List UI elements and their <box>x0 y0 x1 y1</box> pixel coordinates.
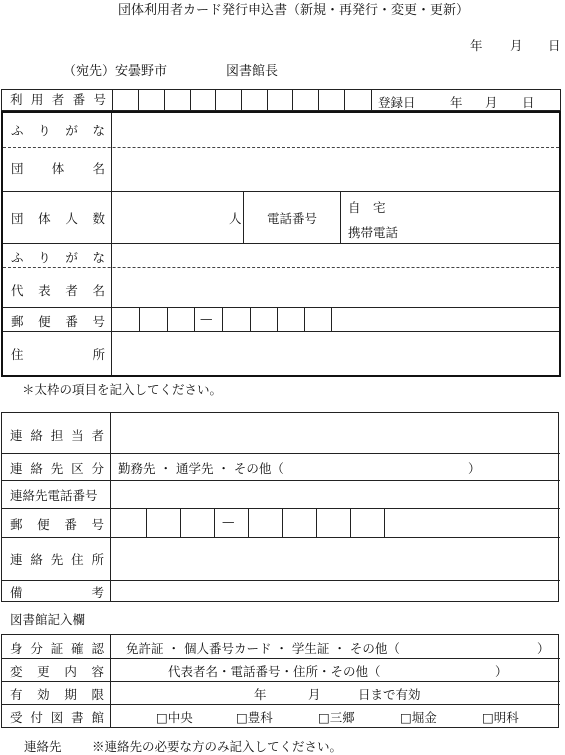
date-day-label: 日 <box>548 38 561 53</box>
main-form-note: ＊太枠の項目を記入してください。 <box>22 382 223 397</box>
valid-day: 日まで有効 <box>358 687 421 702</box>
contact-address-input[interactable] <box>111 538 558 580</box>
furigana-input[interactable] <box>112 113 559 147</box>
furigana-label: ふ り が な <box>11 123 105 138</box>
branch-checkbox-misato[interactable]: □三郷 <box>318 710 355 725</box>
addressee-city: （宛先）安曇野市 <box>63 64 168 79</box>
contact-type-close: ） <box>468 461 481 476</box>
date-year-label: 年 <box>470 38 483 53</box>
valid-year: 年 <box>254 687 267 702</box>
id-check-close: ） <box>537 641 550 656</box>
valid-label: 有 効 期 限 <box>10 687 104 702</box>
phone-input[interactable] <box>413 192 559 243</box>
member-count-input[interactable] <box>112 192 240 243</box>
branch-checkbox-horigane[interactable]: □堀金 <box>400 710 437 725</box>
contact-postal-label: 郵 便 番 号 <box>10 517 104 532</box>
branch-checkbox-chuo[interactable]: □中央 <box>156 710 193 725</box>
registration-month: 月 <box>485 95 498 110</box>
id-check-options[interactable]: 免許証 ・ 個人番号カード ・ 学生証 ・ その他（ <box>126 641 400 656</box>
contact-postal-input[interactable] <box>111 509 386 537</box>
mobile-phone-label: 携帯電話 <box>348 225 399 240</box>
form-title: 団体利用者カード発行申込書（新規・再発行・変更・更新） <box>118 3 470 18</box>
user-number-input[interactable] <box>113 90 372 111</box>
postal-dash: — <box>200 311 213 326</box>
phone-label: 電話番号 <box>267 211 318 226</box>
contact-person-input[interactable] <box>111 413 558 453</box>
main-form <box>1 111 561 377</box>
contact-address-label: 連 絡 先 住 所 <box>10 552 104 567</box>
representative-input[interactable] <box>112 268 559 307</box>
footer-label: 連絡先 <box>24 739 62 754</box>
address-label: 住 所 <box>11 347 105 362</box>
library-form <box>1 634 559 728</box>
home-phone-label: 自 宅 <box>348 200 386 215</box>
user-number-label: 利 用 者 番 号 <box>10 92 106 107</box>
library-section-title: 図書館記入欄 <box>10 612 86 627</box>
contact-phone-input[interactable] <box>111 481 558 508</box>
representative-furigana-input[interactable] <box>112 244 559 267</box>
group-name-label: 団 体 名 <box>11 161 105 176</box>
contact-form <box>1 412 559 602</box>
id-check-label: 身 分 証 確 認 <box>10 641 104 656</box>
change-label: 変 更 内 容 <box>10 664 104 679</box>
remarks-label: 備 考 <box>10 585 104 600</box>
representative-label: 代 表 者 名 <box>11 283 105 298</box>
member-count-label: 団 体 人 数 <box>11 211 105 226</box>
registration-date-cell[interactable] <box>372 90 561 111</box>
contact-phone-label: 連絡先電話番号 <box>10 488 98 503</box>
change-close: ） <box>495 664 508 679</box>
postal-label: 郵 便 番 号 <box>11 314 105 329</box>
member-unit: 人 <box>229 211 242 226</box>
footer-note: ※連絡先の必要な方のみ記入してください。 <box>92 739 343 754</box>
branch-checkbox-toyoshina[interactable]: □豊科 <box>236 710 273 725</box>
contact-type-label: 連 絡 先 区 分 <box>10 461 104 476</box>
postal-input[interactable] <box>112 308 332 331</box>
representative-furigana-label: ふ り が な <box>11 250 105 265</box>
valid-month: 月 <box>308 687 321 702</box>
contact-type-options[interactable]: 勤務先 ・ 通学先 ・ その他（ <box>118 461 284 476</box>
registration-label: 登録日 <box>378 95 416 110</box>
branch-label: 受 付 図 書 館 <box>10 710 104 725</box>
contact-person-label: 連 絡 担 当 者 <box>10 428 104 443</box>
group-name-input[interactable] <box>112 148 559 190</box>
registration-day: 日 <box>522 95 535 110</box>
branch-checkbox-akashina[interactable]: □明科 <box>482 710 519 725</box>
addressee-office: 図書館長 <box>226 64 279 79</box>
change-options[interactable]: 代表者名・電話番号・住所・その他（ <box>168 664 381 679</box>
remarks-input[interactable] <box>111 581 558 601</box>
date-month-label: 月 <box>510 38 523 53</box>
user-number-row <box>1 89 561 111</box>
address-input[interactable] <box>112 332 559 375</box>
contact-postal-dash: — <box>222 514 235 529</box>
registration-year: 年 <box>450 95 463 110</box>
